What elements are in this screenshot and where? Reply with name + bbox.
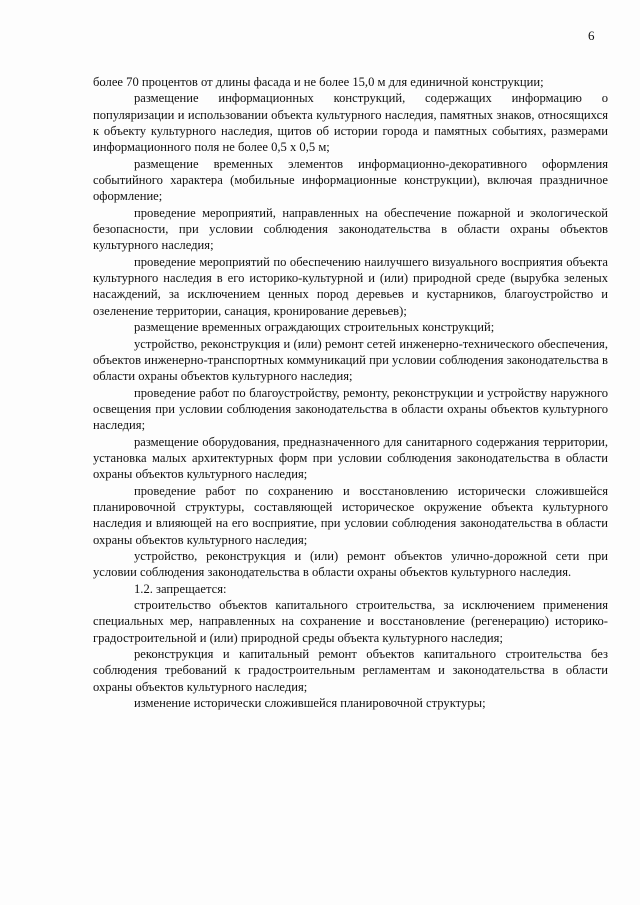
section-heading: 1.2. запрещается: (134, 581, 227, 596)
paragraph: проведение работ по сохранению и восстановлению исторически сложившейся планировочной структуры, составляющей историческое окружение объекта культурного наследия и влияющей на его восприятие, при условии соблюдения законодательства в области охраны объектов культурного наследия; (93, 483, 608, 547)
paragraph: реконструкция и капитальный ремонт объектов капитального строительства без соблюдения требований к градостроительным регламентам и законодательства в области охраны объектов культурного наследия; (93, 647, 608, 694)
paragraph: проведение работ по благоустройству, ремонту, реконструкции и устройству наружного освещения при условии соблюдения законодательства в области охраны объектов культурного наследия; (93, 385, 608, 433)
paragraph: размещение информационных конструкций, содержащих информацию о популяризации и использовании объекта культурного наследия, памятных знаков, относящихся к объекту культурного наследия, щитов об истории города и памятных событиях, размерами информационного поля не более 0,5 х 0,5 м; (93, 91, 608, 155)
paragraph: размещение временных элементов информационно-декоративного оформления событийного характера (мобильные информационные конструкции), включая праздничное оформление; (93, 156, 608, 204)
paragraph: проведение мероприятий, направленных на обеспечение пожарной и экологической безопасности, при условии соблюдения законодательства в области охраны объектов культурного наследия; (93, 205, 608, 253)
paragraph: устройство, реконструкция и (или) ремонт объектов улично-дорожной сети при условии соблюдения законодательства в области охраны объектов культурного наследия. (93, 548, 608, 580)
document-body (93, 74, 608, 711)
paragraph: строительство объектов капитального строительства, за исключением применения специальных мер, направленных на сохранение и восстановление (регенерацию) историко-градостроительной и (или) природной среды объекта культурного наследия; (93, 598, 608, 645)
paragraph: изменение исторически сложившейся планировочной структуры; (134, 696, 486, 711)
paragraph: проведение мероприятий по обеспечению наилучшего визуального восприятия объекта культурного наследия в его историко-культурной и (или) природной среде (вырубка зеленых насаждений, за исключением ценных пород деревьев и кустарников, благоустройство и озеленение территории, санация, кронирование деревьев); (93, 254, 608, 318)
page-number: 6 (588, 28, 595, 43)
paragraph: более 70 процентов от длины фасада и не более 15,0 м для единичной конструкции; (93, 75, 544, 89)
paragraph: устройство, реконструкция и (или) ремонт сетей инженерно-технического обеспечения, объектов инженерно-транспортных коммуникаций при условии соблюдения законодательства в области охраны объектов культурного наследия; (93, 336, 608, 384)
paragraph: размещение оборудования, предназначенного для санитарного содержания территории, установка малых архитектурных форм при условии соблюдения законодательства в области охраны объектов культурного наследия; (93, 434, 608, 482)
paragraph: размещение временных ограждающих строительных конструкций; (134, 320, 495, 335)
